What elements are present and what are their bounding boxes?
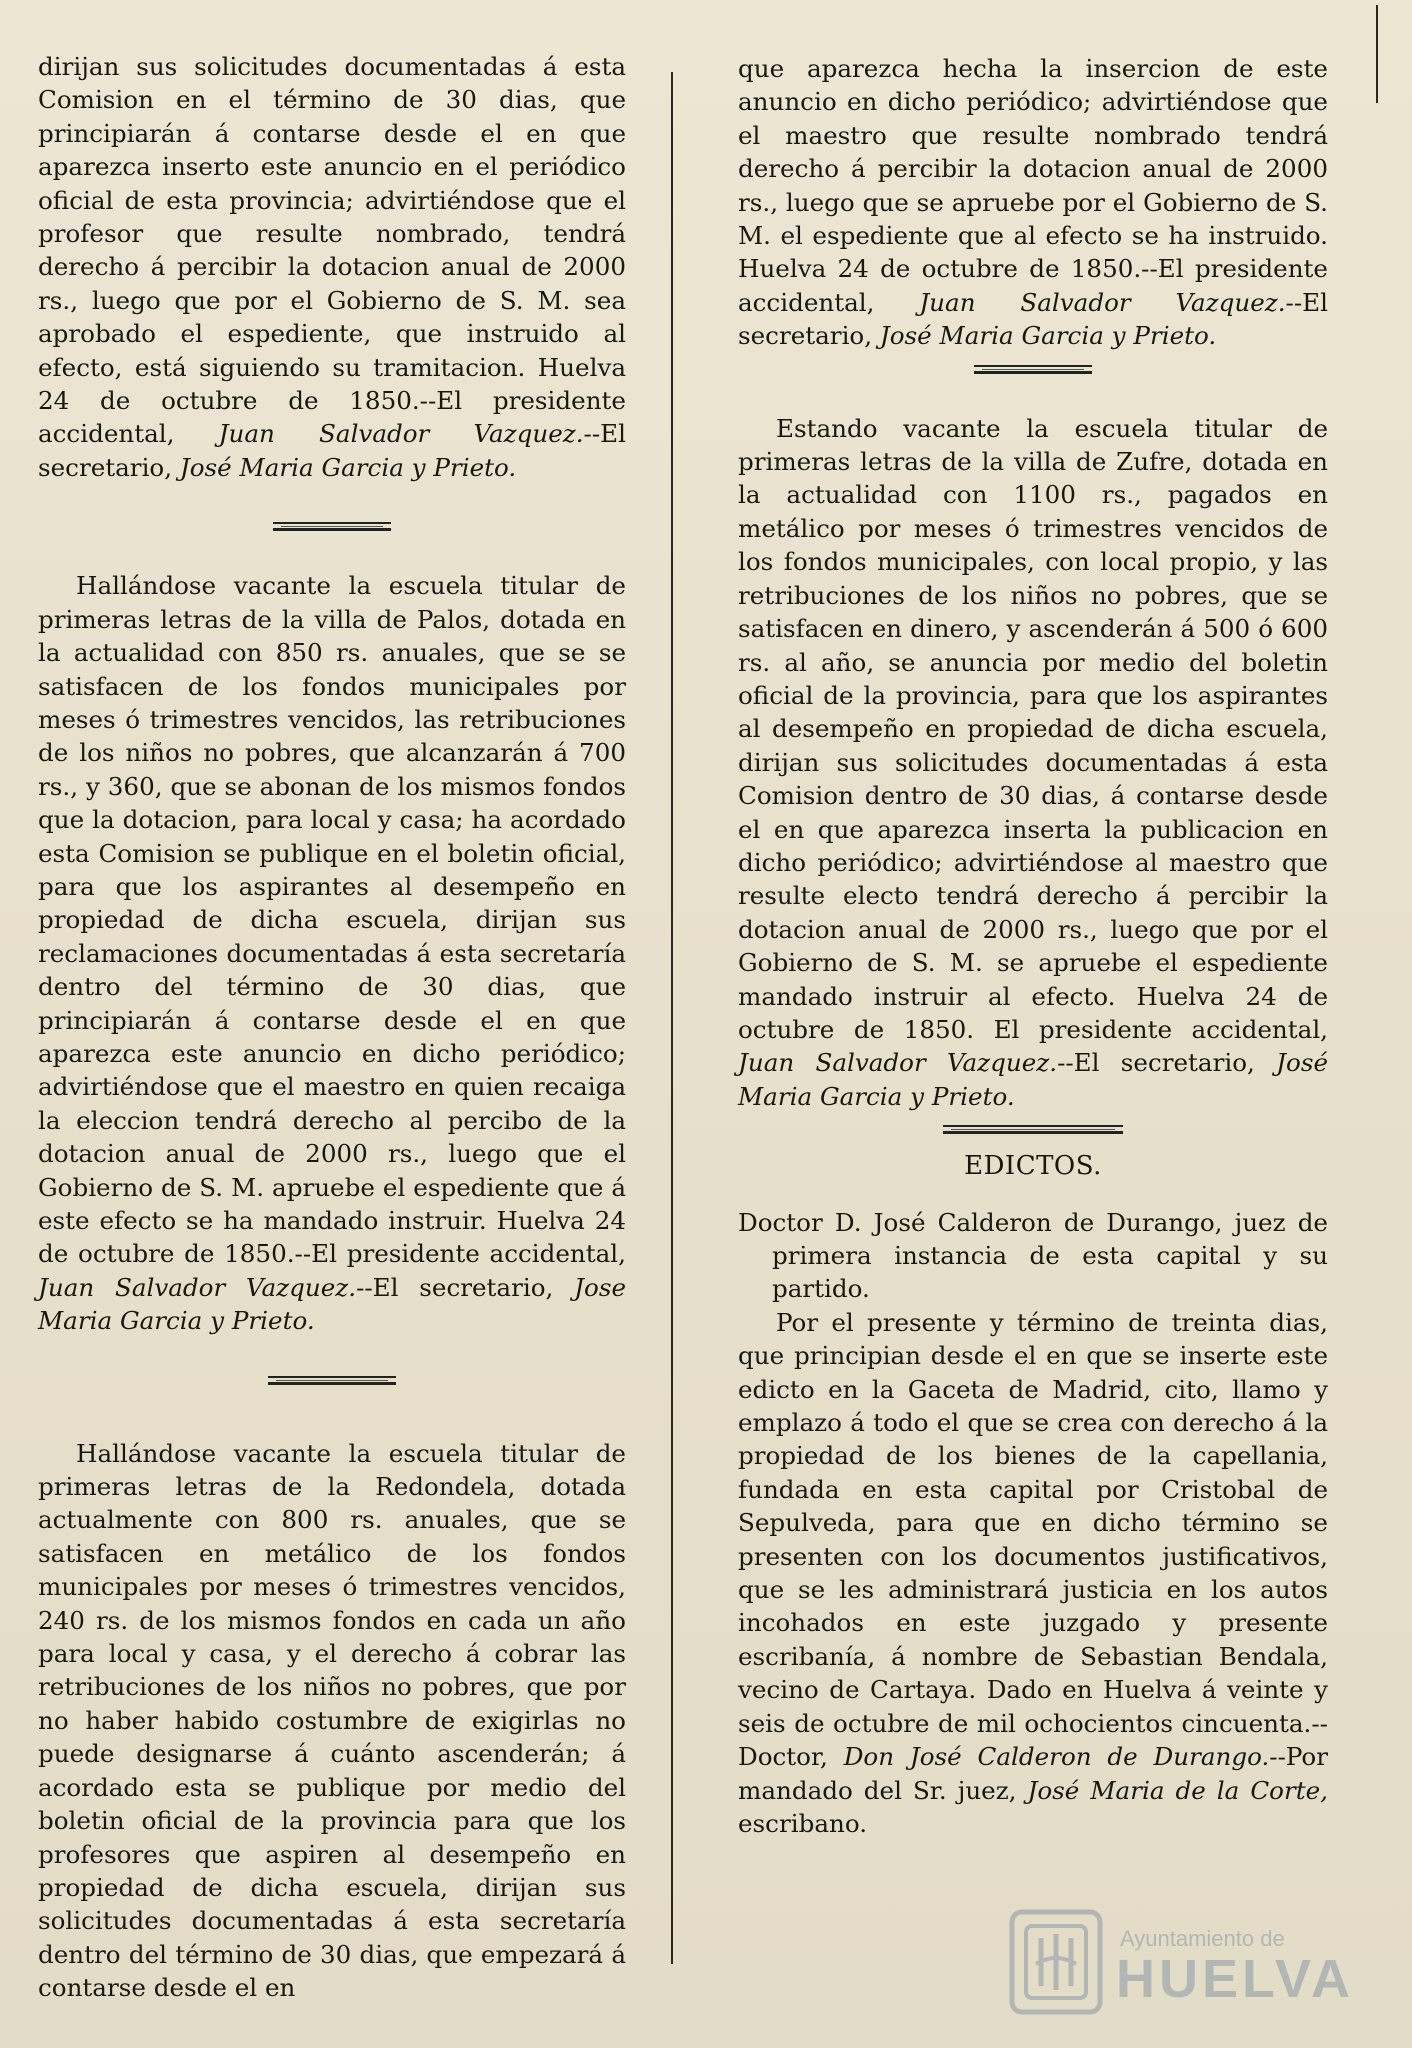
section-separator — [273, 522, 391, 531]
signature-president: Juan Salvador Vazquez. — [218, 419, 584, 449]
column-divider — [671, 72, 673, 1964]
signature-secretary: Jose Maria Garcia y Prieto. — [38, 1272, 626, 1336]
signature-judge: Don José Calderon de Durango. — [843, 1742, 1270, 1772]
notice-zufre: Estando vacante la escuela titular de primeras letras de la villa de Zufre, dotada en la actualidad con 1100 rs., pagados en metálico por meses ó trimestres vencidos de los fondos municipales, con local propio, y las retribuciones de los niños no pobres, que se satisfacen en dinero, y ascenderán á 500 ó 600 rs. al año, se anuncia por medio del boletin oficial de la provincia, para que los aspirantes al desempeño en propiedad de dicha escuela, dirijan sus solicitudes documentadas á esta Comision dentro de 30 dias, á contarse desde el en que aparezca inserta la publicacion en dicho periódico; advirtiéndose al maestro que resulte electo tendrá derecho á percibir la dotacion anual de 2000 rs., luego que por el Gobierno de S. M. se apruebe el espediente mandado instruir al efecto. Huelva 24 de octubre de 1850. El presidente accidental, Juan Salvador Vazquez.--El secretario, José Maria Garcia y Prieto. — [738, 413, 1328, 1111]
watermark-line2: HUELVA — [1116, 1949, 1354, 2009]
continued-notice: dirijan sus solicitudes documentadas á esta Comision en el término de 30 dias, que principiarán á contarse desde el en que aparezca inserto este anuncio en el periódico oficial de esta provincia; advirtiéndose que el profesor que resulte nombrado, tendrá derecho á percibir la dotacion anual de 2000 rs., luego que por el Gobierno de S. M. sea aprobado el espediente, que instruido al efecto, está siguiendo su tramitacion. Huelva 24 de octubre de 1850.--El presidente accidental, Juan Salvador Vazquez.--El secretario, José Maria Garcia y Prieto. — [38, 52, 626, 482]
notice-redondela: Hallándose vacante la escuela titular de primeras letras de la Redondela, dotada actualmente con 800 rs. anuales, que se satisfacen en metálico de los fondos municipales por meses ó trimestres vencidos, 240 rs. de los mismos fondos en cada un año para local y casa, y el derecho á cobrar las retribuciones de los niños no pobres, que por no haber habido costumbre de exigirlas no puede designarse á cuánto ascenderán; á acordado esta se publique por medio del boletin oficial de la provincia para que los profesores que aspiren al desempeño en propiedad de dicha escuela, dirijan sus solicitudes documentadas á esta secretaría dentro del término de 30 dias, que empezará á contarse desde el en — [38, 1438, 626, 2003]
signature-secretary: José Maria Garcia y Prieto. — [879, 321, 1217, 351]
section-separator — [268, 1376, 396, 1385]
signature-president: Juan Salvador Vazquez. — [738, 1048, 1058, 1078]
edict-body: Por el presente y término de treinta dias, que principian desde el en que se inserte este edicto en la Gaceta de Madrid, cito, llamo y emplazo á todo el que se crea con derecho á la propiedad de los bienes de la capellania, fundada en esta capital por Cristobal de Sepulveda, para que en dicho término se presenten con los documentos justificativos, que se les administrará justicia en los autos incohados en este juzgado y presente escribanía, á nombre de Sebastian Bendala, vecino de Cartaya. Dado en Huelva á veinte y seis de octubre de mil ochocientos cincuenta.--Doctor, Don José Calderon de Durango.--Por mandado del Sr. juez, José Maria de la Corte, escribano. — [738, 1307, 1328, 1838]
signature-secretary: José Maria Garcia y Prieto. — [738, 1048, 1328, 1111]
judge-intro: Doctor D. José Calderon de Durango, juez de primera instancia de esta capital y su partido. — [738, 1207, 1328, 1304]
edictos-heading: EDICTOS. — [964, 1151, 1102, 1182]
ayuntamiento-watermark — [996, 1900, 1354, 2020]
signature-secretary: José Maria Garcia y Prieto. — [179, 452, 517, 482]
continued-notice: que aparezca hecha la insercion de este anuncio en dicho periódico; advirtiéndose que el maestro que resulte nombrado tendrá derecho á percibir la dotacion anual de 2000 rs., luego que se apruebe por el Gobierno de S. M. el espediente que al efecto se ha instruido. Huelva 24 de octubre de 1850.--El presidente accidental, Juan Salvador Vazquez.--El secretario, José Maria Garcia y Prieto. — [738, 54, 1328, 351]
signature-president: Juan Salvador Vazquez. — [38, 1272, 357, 1302]
city-shield-icon — [1006, 1908, 1106, 2016]
right-column — [738, 52, 1328, 1840]
left-column — [38, 50, 626, 2005]
notice-palos: Hallándose vacante la escuela titular de primeras letras de la villa de Palos, dotada en la actualidad con 850 rs. anuales, que se se satisfacen de los fondos municipales por meses ó trimestres vencidos, las retribuciones de los niños no pobres, que alcanzarán á 700 rs., y 360, que se abonan de los mismos fondos que la dotacion, para local y casa; ha acordado esta Comision se publique en el boletin oficial, para que los aspirantes al desempeño en propiedad de dicha escuela, dirijan sus reclamaciones documentadas á esta secretaría dentro del término de 30 dias, que principiarán á contarse desde el en que aparezca este anuncio en dicho periódico; advirtiéndose que el maestro en quien recaiga la eleccion tendrá derecho al percibo de la dotacion anual de 2000 rs., luego que el Gobierno de S. M. apruebe el espediente que á este efecto se ha mandado instruir. Huelva 24 de octubre de 1850.--El presidente accidental, Juan Salvador Vazquez.--El secretario, Jose Maria Garcia y Prieto. — [38, 571, 626, 1336]
signature-president: Juan Salvador Vazquez. — [919, 287, 1286, 317]
section-separator — [974, 365, 1092, 374]
watermark-line1: Ayuntamiento de — [1120, 1926, 1285, 1951]
section-separator — [943, 1125, 1123, 1134]
signature-notary: José Maria de la Corte, — [1027, 1775, 1328, 1805]
top-right-rule — [1376, 5, 1378, 103]
